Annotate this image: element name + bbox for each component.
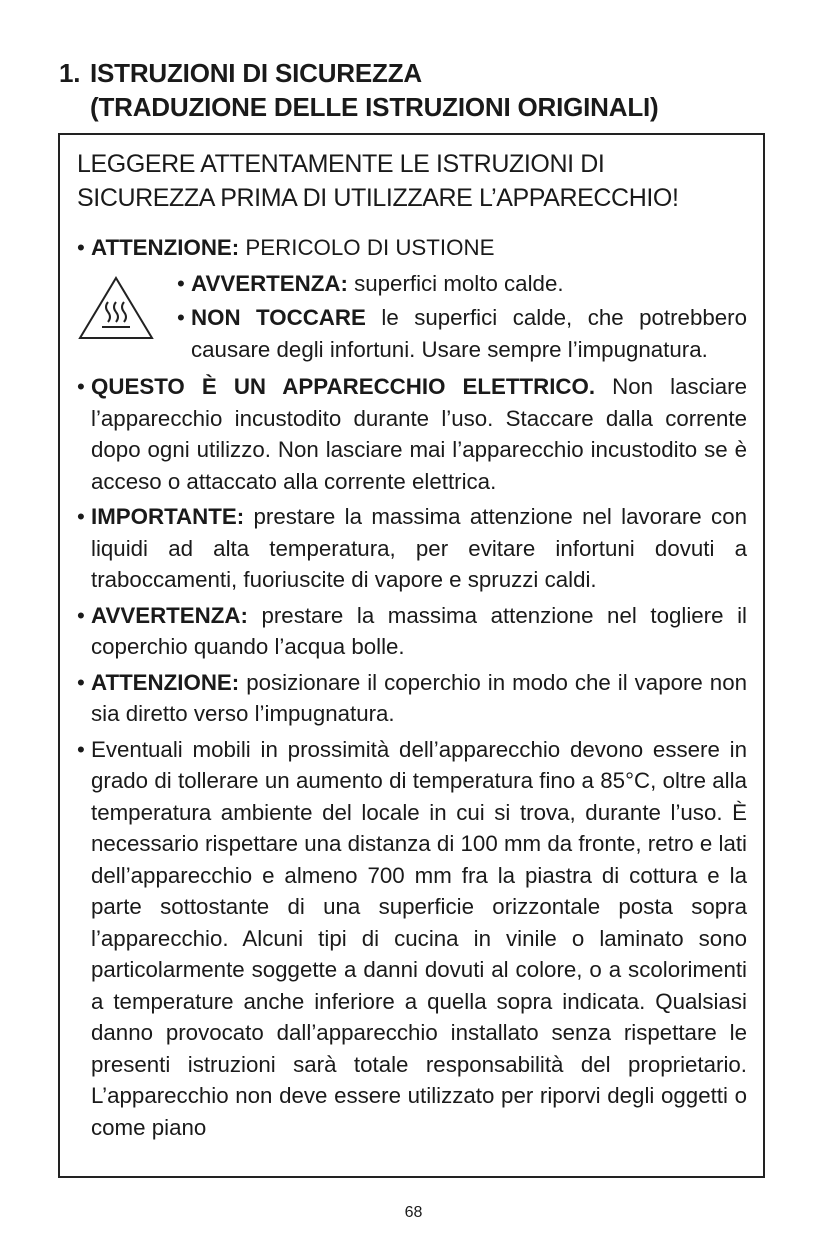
burn-warning-text: PERICOLO DI USTIONE	[239, 235, 495, 260]
burn-sub-item-2-text: le superfici calde, che potrebbero causare degli infortuni. Usare sempre l’impugnatura.	[191, 305, 747, 362]
burn-warning-detail	[77, 268, 747, 369]
safety-item-text: Eventuali mobili in prossimità dell’apparecchio devono essere in grado di tollerare un aumento di temperatura fino a 85°C, oltre alla temperatura ambiente del locale in cui si trova, durante l’uso. È necessario rispettare una distanza di 100 mm da fronte, retro e lati dell’apparecchio e almeno 700 mm fra la piastra di cottura e la parte sottostante di una superficie orizzontale posta sopra l’apparecchio. Alcuni tipi di cucina in vinile o laminato sono particolarmente soggette a danni dovuti al colore, o a scolorimenti a temperature anche inferiore a quella sopra indicata. Qualsiasi danno provocato dall’apparecchio installato senza rispettare le presenti istruzioni sarà totale responsabilità del proprietario. L’apparecchio non deve essere utilizzato per riporvi degli oggetti o come piano	[91, 736, 747, 1140]
heading-subtitle: (TRADUZIONE DELLE ISTRUZIONI ORIGINALI)	[90, 92, 659, 122]
safety-intro: LEGGERE ATTENTAMENTE LE ISTRUZIONI DI SICUREZZA PRIMA DI UTILIZZARE L’APPARECCHIO!	[77, 150, 679, 212]
safety-item	[77, 600, 747, 663]
safety-item	[77, 667, 747, 730]
safety-item-text: prestare la massima attenzione nel lavorare con liquidi ad alta temperatura, per evitare infortuni dovuti a traboccamenti, fuoriuscite di vapore e spruzzi caldi.	[91, 504, 747, 592]
safety-item	[77, 734, 747, 1144]
burn-sub-item-1-text: superfici molto calde.	[347, 270, 564, 296]
hot-surface-icon	[77, 268, 177, 369]
burn-sub-item-1	[177, 268, 747, 300]
safety-item-label: QUESTO È UN APPARECCHIO ELETTRICO.	[91, 374, 596, 399]
safety-item-label: IMPORTANTE:	[91, 504, 245, 529]
safety-item-text: prestare la massima attenzione nel togliere il coperchio quando l’acqua bolle.	[91, 602, 747, 659]
burn-sub-item-2-label: NON TOCCARE	[191, 305, 366, 330]
safety-item	[77, 371, 747, 497]
heading-line-1	[59, 56, 659, 90]
heading-title: ISTRUZIONI DI SICUREZZA	[90, 58, 422, 88]
safety-item-label: AVVERTENZA:	[91, 602, 248, 628]
burn-sub-item-1-label: AVVERTENZA:	[191, 270, 348, 296]
page-number: 68	[404, 1204, 423, 1221]
safety-box	[58, 133, 765, 1178]
section-heading	[59, 56, 659, 124]
burn-warning-label: ATTENZIONE:	[91, 235, 240, 260]
safety-item	[77, 501, 747, 596]
heading-number: 1.	[59, 58, 81, 88]
safety-item-label: ATTENZIONE:	[91, 669, 240, 695]
burn-sub-item-2	[177, 302, 747, 365]
burn-warning-item	[77, 232, 747, 264]
safety-item-text: Non lasciare l’apparecchio incustodito durante l’uso. Staccare dalla corrente dopo ogni utilizzo. Non lasciare mai l’apparecchio incustodito se è acceso o attaccato alla corrente elettrica.	[91, 374, 747, 494]
safety-item-text: posizionare il coperchio in modo che il vapore non sia diretto verso l’impugnatura.	[91, 669, 747, 726]
hot-surface-warning-icon	[77, 274, 155, 342]
